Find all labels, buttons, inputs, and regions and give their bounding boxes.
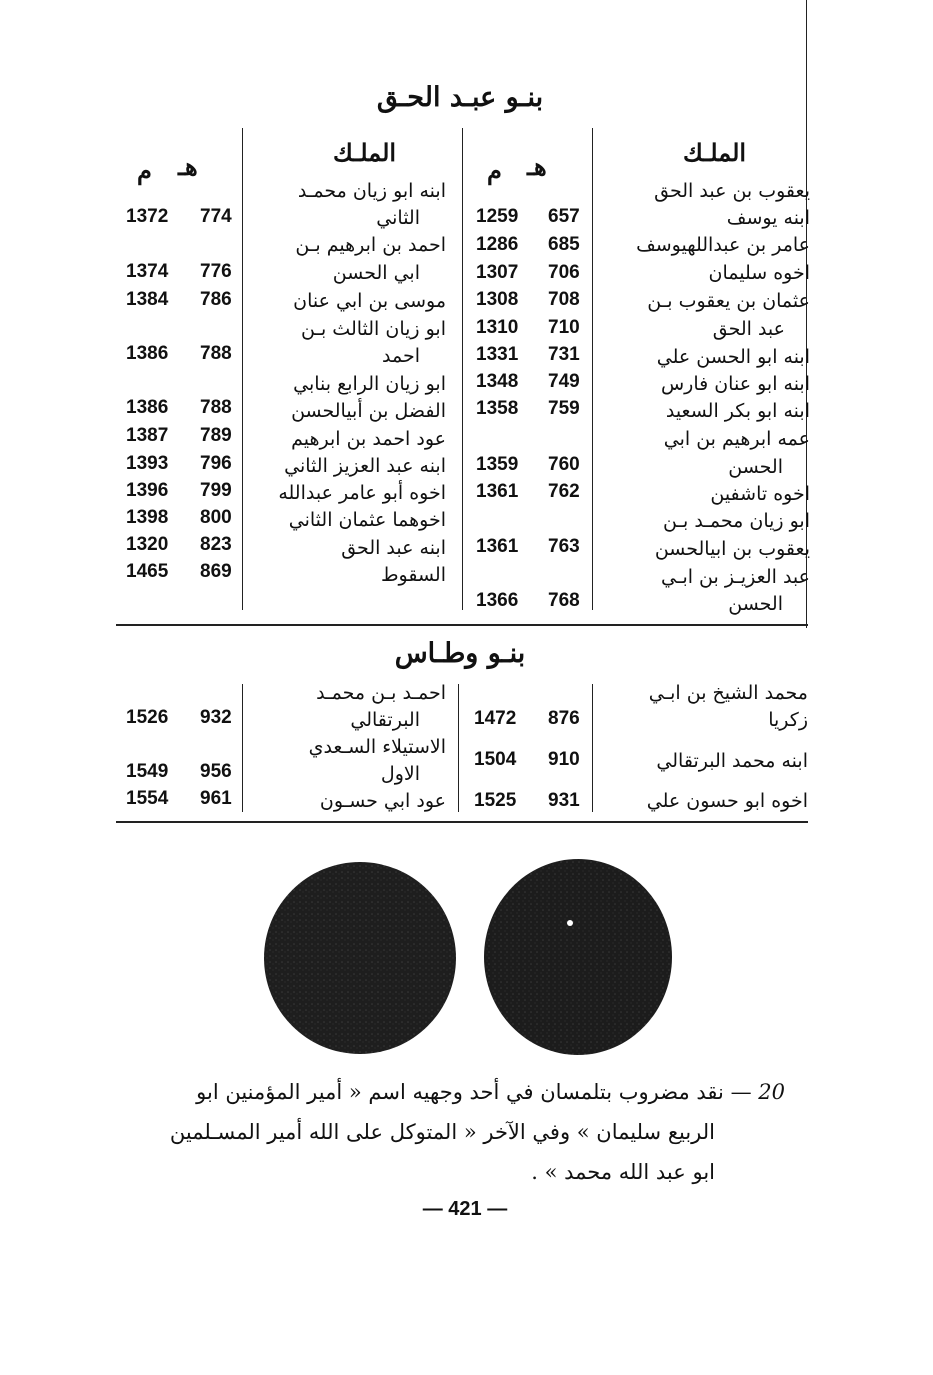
left-gregorian: 1384 <box>126 289 169 310</box>
section-title-wattas: بنـو وطـاس <box>394 638 526 669</box>
wattas-left-gregorian: 1554 <box>126 788 169 809</box>
col-rule-1 <box>592 128 593 610</box>
left-hijri: 823 <box>200 534 232 555</box>
right-gregorian: 1361 <box>476 536 519 557</box>
left-gregorian: 1372 <box>126 206 169 227</box>
left-gregorian: 1393 <box>126 453 169 474</box>
left-gregorian: 1320 <box>126 534 169 555</box>
left-hijri: 786 <box>200 289 232 310</box>
section-title-abd-al-haqq: بنـو عبـد الحـق <box>376 82 544 113</box>
left-name: الفضل بن أبيالحسن <box>291 400 446 422</box>
left-hijri: 774 <box>200 206 232 227</box>
left-hijri: 776 <box>200 261 232 282</box>
left-name: الثاني <box>376 207 420 229</box>
right-hijri: 710 <box>548 317 580 338</box>
caption-line-1 <box>135 1072 785 1112</box>
right-margin-rule <box>806 0 807 628</box>
left-name: ابنه عبد الحق <box>341 537 446 559</box>
left-name: احمد <box>382 345 420 367</box>
left-hijri: 788 <box>200 343 232 364</box>
left-name: السقوط <box>380 564 446 586</box>
caption-line-2: الربيع سليمان » وفي الآخر « المتوكل على الله أمير المسـلمين <box>169 1120 715 1144</box>
wattas-right-name: زكريا <box>768 709 808 731</box>
left-name: اخوهما عثمان الثاني <box>288 509 446 531</box>
wattas-right-gregorian: 1525 <box>474 790 517 811</box>
right-hijri: 759 <box>548 398 580 419</box>
wattas-left-name: الاول <box>380 763 420 785</box>
wattas-left-hijri: 961 <box>200 788 232 809</box>
right-gregorian: 1310 <box>476 317 519 338</box>
coin-left-image <box>262 858 462 1058</box>
right-hijri: 731 <box>548 344 580 365</box>
wattas-right-name: اخوه ابو حسون علي <box>646 790 808 812</box>
wattas-right-gregorian: 1504 <box>474 749 517 770</box>
left-gregorian: 1374 <box>126 261 169 282</box>
wattas-left-hijri: 932 <box>200 707 232 728</box>
wattas-left-hijri: 956 <box>200 761 232 782</box>
wattas-right-hijri: 910 <box>548 749 580 770</box>
right-name: ابو زيان محمـد بـن <box>663 510 810 532</box>
right-gregorian: 1348 <box>476 371 519 392</box>
header-king-right: الملـك <box>683 138 747 167</box>
table-bottom-rule <box>116 821 808 823</box>
right-hijri: 763 <box>548 536 580 557</box>
left-hijri: 788 <box>200 397 232 418</box>
right-name: الحسن <box>728 593 783 615</box>
right-gregorian: 1366 <box>476 590 519 611</box>
wattas-col-rule-1 <box>592 684 593 812</box>
wattas-right-hijri: 931 <box>548 790 580 811</box>
header-h-right: هـ <box>527 152 547 181</box>
left-name: عود احمد بن ابرهيم <box>291 428 446 450</box>
right-gregorian: 1361 <box>476 481 519 502</box>
right-gregorian: 1359 <box>476 454 519 475</box>
wattas-left-name: احمـد بـن محمـد <box>316 682 446 704</box>
left-name: احمد بن ابرهيم بـن <box>295 234 446 256</box>
right-name: عبد العزيـز بن ابـي <box>661 566 810 588</box>
right-name: عامر بن عبداللهيوسف <box>636 234 810 256</box>
wattas-right-gregorian: 1472 <box>474 708 517 729</box>
left-gregorian: 1386 <box>126 343 169 364</box>
left-name: ابو زيان الثالث بـن <box>300 318 446 340</box>
right-name: يعقوب بن ابيالحسن <box>654 538 810 560</box>
right-gregorian: 1331 <box>476 344 519 365</box>
right-name: ابنه يوسف <box>726 207 810 229</box>
left-name: موسى بن ابي عنان <box>293 290 446 312</box>
right-name: اخوه تاشفين <box>710 483 810 505</box>
caption-dash: — <box>730 1080 752 1104</box>
wattas-right-name: ابنه محمد البرتقالي <box>656 750 808 772</box>
right-name: ابنه ابو عنان فارس <box>660 373 810 395</box>
right-hijri: 762 <box>548 481 580 502</box>
right-name: اخوه سليمان <box>708 262 810 284</box>
right-gregorian: 1307 <box>476 262 519 283</box>
right-hijri: 749 <box>548 371 580 392</box>
wattas-right-hijri: 876 <box>548 708 580 729</box>
header-m-left: م <box>137 156 152 185</box>
wattas-left-name: البرتقالي <box>350 709 420 731</box>
right-name: عثمان بن يعقوب بـن <box>647 290 810 312</box>
right-gregorian: 1259 <box>476 206 519 227</box>
right-name: ابنه ابو الحسن علي <box>656 346 810 368</box>
left-name: ابو زيان الرابع بنابي <box>293 373 446 395</box>
wattas-left-name: عود ابي حسـون <box>319 790 446 812</box>
caption-number: 20 <box>758 1080 785 1104</box>
wattas-col-rule-2 <box>458 684 459 812</box>
right-name: عمه ابرهيم بن ابي <box>663 428 810 450</box>
right-name: يعقوب بن عبد الحق <box>654 180 810 202</box>
left-gregorian: 1398 <box>126 507 169 528</box>
right-hijri: 657 <box>548 206 580 227</box>
section-divider <box>116 624 808 626</box>
right-hijri: 706 <box>548 262 580 283</box>
coin-right-image <box>480 854 680 1059</box>
left-hijri: 800 <box>200 507 232 528</box>
right-name: الحسن <box>728 456 783 478</box>
left-gregorian: 1465 <box>126 561 169 582</box>
wattas-col-rule-3 <box>242 684 243 812</box>
left-name: اخوه أبو عامر عبدالله <box>278 482 446 504</box>
wattas-left-gregorian: 1549 <box>126 761 169 782</box>
right-hijri: 685 <box>548 234 580 255</box>
left-gregorian: 1386 <box>126 397 169 418</box>
wattas-right-name: محمد الشيخ بن ابـي <box>648 682 808 704</box>
right-hijri: 760 <box>548 454 580 475</box>
col-rule-2 <box>462 128 463 610</box>
left-gregorian: 1387 <box>126 425 169 446</box>
left-hijri: 869 <box>200 561 232 582</box>
header-h-left: هـ <box>178 152 198 181</box>
right-hijri: 768 <box>548 590 580 611</box>
left-name: ابنه عبد العزيز الثاني <box>284 455 446 477</box>
wattas-left-gregorian: 1526 <box>126 707 169 728</box>
left-hijri: 799 <box>200 480 232 501</box>
left-name: ابي الحسن <box>332 262 420 284</box>
right-hijri: 708 <box>548 289 580 310</box>
caption-text-1: نقد مضروب بتلمسان في أحد وجهيه اسم « أمير المؤمنين ابو <box>196 1080 724 1104</box>
right-name: ابنه ابو بكر السعيد <box>665 400 810 422</box>
left-name: ابنه ابو زيان محمـد <box>297 180 446 202</box>
right-gregorian: 1286 <box>476 234 519 255</box>
right-gregorian: 1308 <box>476 289 519 310</box>
left-hijri: 796 <box>200 453 232 474</box>
header-m-right: م <box>487 156 502 185</box>
caption-line-3: ابو عبد الله محمد » . <box>531 1160 715 1184</box>
left-gregorian: 1396 <box>126 480 169 501</box>
col-rule-3 <box>242 128 243 610</box>
page-number: — 421 — <box>422 1198 508 1220</box>
header-king-left: الملـك <box>333 138 397 167</box>
right-gregorian: 1358 <box>476 398 519 419</box>
wattas-left-name: الاستيلاء السـعدي <box>308 736 446 758</box>
right-name: عبد الحق <box>712 318 785 340</box>
left-hijri: 789 <box>200 425 232 446</box>
